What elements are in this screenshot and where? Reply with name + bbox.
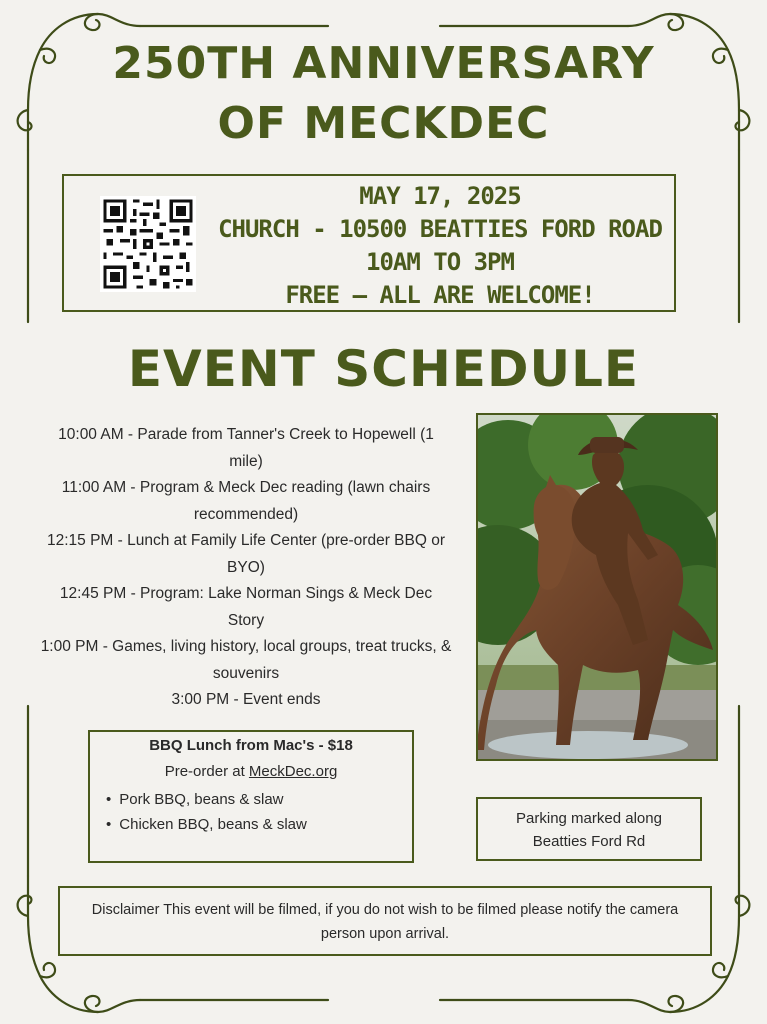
- schedule-item: 12:45 PM - Program: Lake Norman Sings & Meck Dec Story: [59, 585, 433, 629]
- schedule-item: 10:00 AM - Parade from Tanner's Creek to Hopewell (1 mile): [58, 426, 434, 470]
- parking-line1: Parking marked along: [516, 810, 662, 827]
- bbq-preorder: [88, 763, 414, 780]
- parking-info-box: [476, 797, 702, 861]
- page-title-line1: 250TH ANNIVERSARY: [112, 38, 655, 89]
- schedule-list: [40, 422, 452, 714]
- bbq-options: [106, 787, 307, 837]
- list-item: • Pork BBQ, beans & slaw: [106, 787, 307, 812]
- qr-code-icon[interactable]: [100, 196, 196, 292]
- schedule-title: EVENT SCHEDULE: [127, 340, 640, 398]
- meckdec-link[interactable]: MeckDec.org: [248, 763, 338, 780]
- disclaimer-text: Disclaimer This event will be filmed, if you do not wish to be filmed please notify the camera person upon arrival.: [91, 902, 679, 942]
- parking-line2: Beatties Ford Rd: [532, 833, 646, 850]
- schedule-item: 1:00 PM - Games, living history, local groups, treat trucks, & souvenirs: [40, 638, 452, 682]
- bbq-preorder-text: Pre-order at: [164, 763, 249, 780]
- horse-rider-statue-photo: [476, 413, 718, 761]
- event-location: CHURCH - 10500 BEATTIES FORD ROAD: [218, 215, 662, 243]
- event-admission: FREE — ALL ARE WELCOME!: [285, 281, 595, 309]
- bbq-title: BBQ Lunch from Mac's - $18: [149, 737, 353, 754]
- disclaimer-box: [58, 886, 712, 956]
- schedule-item: 3:00 PM - Event ends: [171, 691, 321, 708]
- event-date: MAY 17, 2025: [359, 182, 521, 210]
- page-title-line2: OF MECKDEC: [217, 98, 550, 149]
- schedule-item: 11:00 AM - Program & Meck Dec reading (lawn chairs recommended): [61, 479, 431, 523]
- schedule-item: 12:15 PM - Lunch at Family Life Center (pre-order BBQ or BYO): [47, 532, 445, 576]
- event-time: 10AM TO 3PM: [366, 248, 514, 276]
- event-info: [210, 180, 670, 312]
- list-item: • Chicken BBQ, beans & slaw: [106, 812, 307, 837]
